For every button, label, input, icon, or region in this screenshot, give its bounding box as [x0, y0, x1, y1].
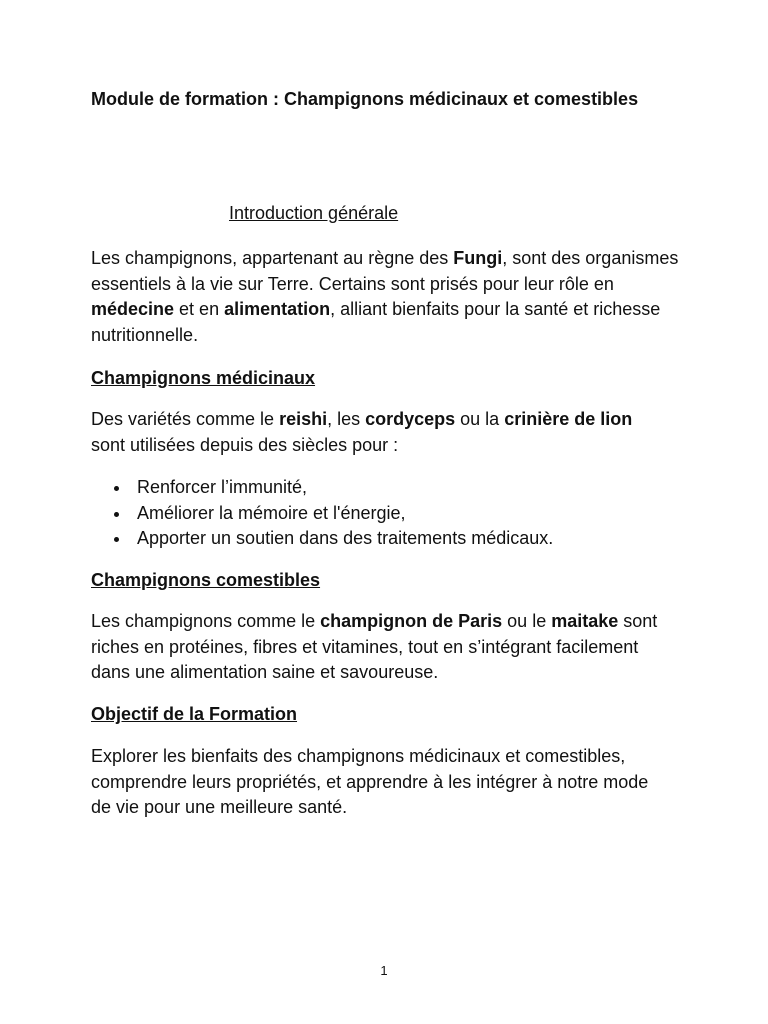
bullet-icon: [114, 486, 119, 491]
list-item: [91, 526, 553, 552]
medicinal-bold-cordyceps: cordyceps: [365, 409, 456, 429]
intro-heading: Introduction générale: [229, 203, 399, 223]
intro-bold-alimentation: alimentation: [224, 299, 331, 319]
medicinal-bullet-list: [91, 475, 553, 552]
bullet-text: Renforcer l’immunité,: [137, 477, 308, 497]
edible-heading: Champignons comestibles: [91, 570, 321, 590]
medicinal-bold-criniere: crinière de lion: [504, 409, 633, 429]
objective-heading: Objectif de la Formation: [91, 704, 298, 724]
list-item: [91, 501, 553, 527]
intro-text-2: , sont des organismes essentiels à la vie sur Terre. Certains sont prisés pour leur rôle en: [91, 248, 679, 294]
medicinal-text-3: ou la: [455, 409, 505, 429]
medicinal-bold-reishi: reishi: [279, 409, 328, 429]
edible-paragraph: [91, 609, 681, 686]
intro-bold-medecine: médecine: [91, 299, 175, 319]
intro-text-3: et en: [174, 299, 225, 319]
objective-paragraph: Explorer les bienfaits des champignons médicinaux et comestibles, comprendre leurs propriétés, et apprendre à les intégrer à notre mode de vie pour une meilleure santé.: [91, 746, 649, 817]
edible-bold-paris: champignon de Paris: [320, 611, 503, 631]
edible-bold-maitake: maitake: [551, 611, 619, 631]
bullet-text: Apporter un soutien dans des traitements médicaux.: [137, 528, 554, 548]
edible-text-1: Les champignons comme le: [91, 611, 321, 631]
medicinal-heading: Champignons médicinaux: [91, 368, 316, 388]
edible-text-3: sont riches en protéines, fibres et vitamines, tout en s’intégrant facilement dans une alimentation saine et savoureuse.: [91, 611, 658, 682]
page-number: 1: [380, 963, 388, 978]
intro-paragraph: [91, 246, 681, 348]
medicinal-text-4: sont utilisées depuis des siècles pour :: [91, 434, 399, 455]
intro-text-1: Les champignons, appartenant au règne des: [91, 248, 454, 268]
edible-text-2: ou le: [502, 611, 552, 631]
medicinal-text-2: , les: [327, 409, 366, 429]
bullet-icon: [114, 512, 119, 517]
bullet-text: Améliorer la mémoire et l'énergie,: [137, 502, 406, 523]
document-title: Module de formation : Champignons médicinaux et comestibles: [91, 89, 639, 109]
list-item: [91, 475, 553, 501]
intro-bold-fungi: Fungi: [453, 248, 503, 268]
medicinal-paragraph: [91, 407, 651, 458]
medicinal-text-1: Des variétés comme le: [91, 409, 280, 429]
intro-text-4: , alliant bienfaits pour la santé et richesse nutritionnelle.: [91, 299, 661, 345]
bullet-icon: [114, 537, 119, 542]
